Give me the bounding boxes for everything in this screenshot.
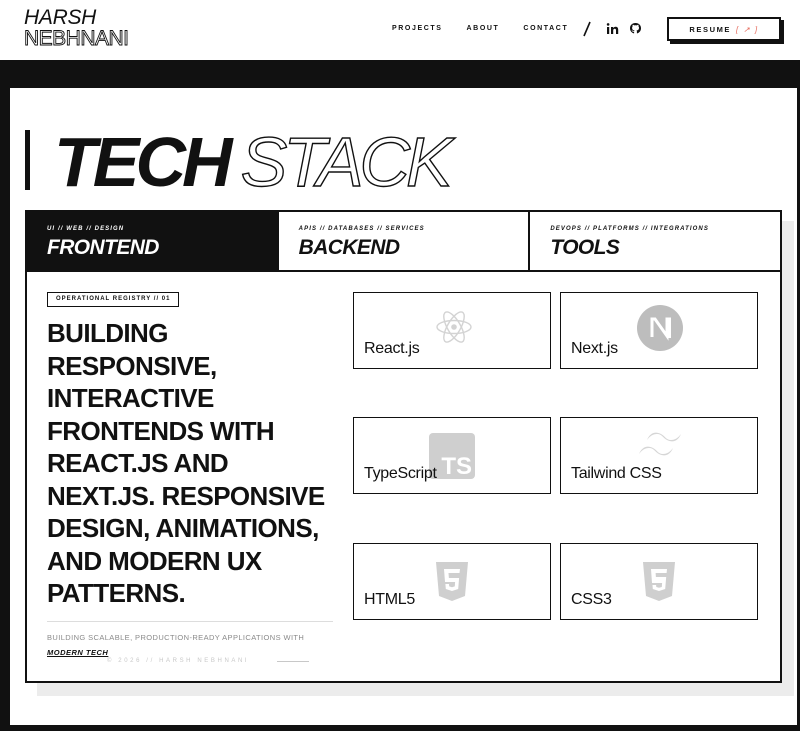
resume-button[interactable]: [667, 17, 781, 41]
tab-subtitle: DEVOPS // PLATFORMS // INTEGRATIONS: [550, 226, 709, 232]
section-headline: BUILDING RESPONSIVE, INTERACTIVE FRONTENDS WITH REACT.JS AND NEXT.JS. RESPONSIVE DESIGN, ANIMATIONS, AND MODERN UX PATTERNS.: [47, 318, 325, 608]
title-solid-word: TECH: [54, 123, 229, 201]
footer-tagline: BUILDING SCALABLE, PRODUCTION-READY APPLICATIONS WITH: [47, 633, 305, 642]
tech-card-label: HTML5: [364, 591, 415, 608]
footer-emphasis: MODERN TECH: [47, 648, 109, 657]
nextjs-icon: [635, 303, 685, 353]
nav-link-projects[interactable]: PROJECTS: [392, 25, 443, 32]
svg-text:TS: TS: [441, 453, 472, 480]
logo-first-name: HARSH: [24, 6, 97, 29]
registry-badge: OPERATIONAL REGISTRY // 01: [47, 292, 179, 307]
tech-stack-panel: [10, 88, 797, 725]
tech-card-nextjs[interactable]: [560, 292, 758, 369]
tab-title: BACKEND: [298, 236, 400, 259]
title-accent-bar: [25, 130, 30, 190]
tab-title: FRONTEND: [47, 236, 159, 259]
tech-card-label: CSS3: [571, 591, 612, 608]
tailwind-icon: [633, 426, 689, 466]
github-icon[interactable]: [629, 19, 642, 39]
stack-box: [25, 210, 782, 683]
tech-card-label: React.js: [364, 340, 420, 357]
tab-title: TOOLS: [550, 236, 620, 259]
tech-card-typescript[interactable]: [353, 417, 551, 494]
tab-backend[interactable]: [279, 212, 531, 270]
slash-separator: [582, 19, 592, 39]
main-nav: [392, 25, 568, 32]
divider: [47, 621, 333, 622]
tech-card-html5[interactable]: [353, 543, 551, 620]
tech-card-label: TypeScript: [364, 465, 437, 482]
linkedin-icon[interactable]: [606, 19, 619, 39]
credit-rule: [277, 661, 309, 662]
resume-label: RESUME: [689, 24, 732, 34]
copyright-credit: © 2026 // HARSH NEBHNANI: [107, 658, 250, 664]
category-tabs: [27, 212, 780, 272]
tab-subtitle: APIS // DATABASES // SERVICES: [298, 226, 425, 232]
tech-card-react[interactable]: [353, 292, 551, 369]
nav-link-contact[interactable]: CONTACT: [523, 25, 569, 32]
css3-icon: [641, 560, 677, 604]
logo[interactable]: [24, 7, 129, 49]
html5-icon: [434, 560, 470, 604]
tech-card-label: Next.js: [571, 340, 618, 357]
tech-card-label: Tailwind CSS: [571, 465, 662, 482]
tab-tools[interactable]: [530, 212, 780, 270]
nav-link-about[interactable]: ABOUT: [466, 25, 500, 32]
logo-last-name: NEBHNANI: [24, 27, 129, 50]
page-title: [54, 122, 449, 202]
tech-card-tailwind[interactable]: [560, 417, 758, 494]
react-icon: [429, 301, 479, 351]
tab-frontend[interactable]: [27, 212, 279, 270]
external-arrow-icon: [ ↗ ]: [736, 24, 759, 34]
site-header: [0, 0, 800, 60]
tech-card-css3[interactable]: [560, 543, 758, 620]
title-outline-word: STACK: [240, 123, 449, 201]
tab-subtitle: UI // WEB // DESIGN: [47, 226, 125, 232]
